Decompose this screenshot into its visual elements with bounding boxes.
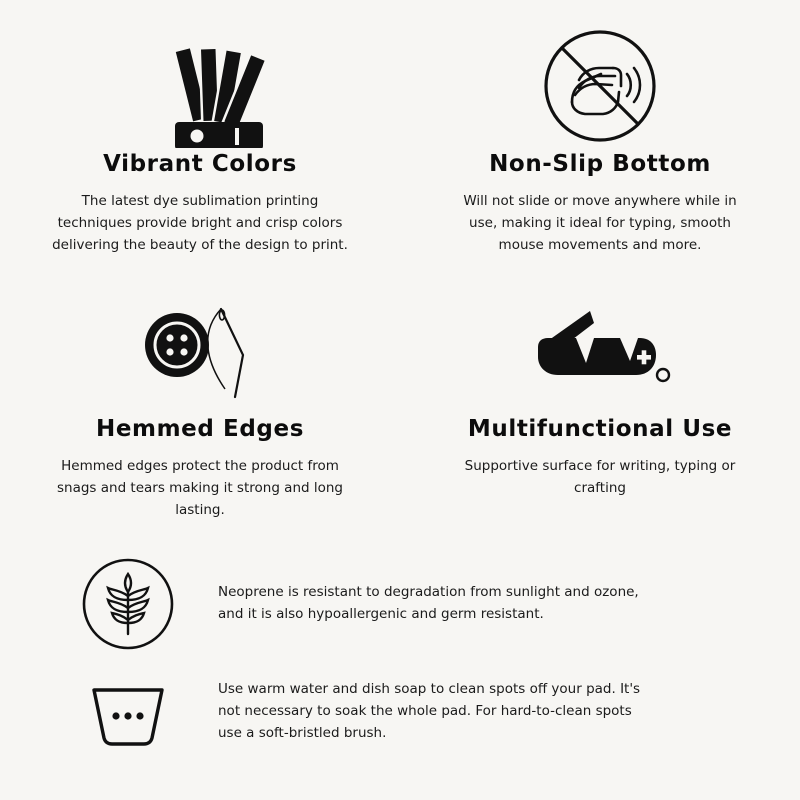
features-grid	[0, 28, 800, 522]
feature-vibrant-colors	[0, 28, 400, 257]
features-row-1	[0, 28, 800, 257]
note-cleaning-instructions	[48, 672, 768, 752]
note-eco-resistance	[48, 556, 768, 652]
feature-hemmed-edges	[0, 293, 400, 522]
note-text: Neoprene is resistant to degradation from sunlight and ozone, and it is also hypoallergenic and germ resistant.	[218, 584, 639, 622]
color-swatches-icon	[135, 28, 265, 148]
feature-description: The latest dye sublimation printing techniques provide bright and crisp colors delivering the beauty of the design to print.	[52, 193, 348, 254]
hand-wash-basin-icon	[48, 672, 208, 752]
feature-description: Hemmed edges protect the product from snags and tears making it strong and long lasting.	[56, 458, 344, 518]
feature-title: Hemmed Edges	[96, 415, 304, 442]
feature-description: Will not slide or move anywhere while in use, making it ideal for typing, smooth mouse movements and more.	[463, 193, 737, 254]
feature-title: Non-Slip Bottom	[489, 151, 711, 177]
feature-multifunctional-use	[400, 293, 800, 522]
features-row-2	[0, 293, 800, 522]
feature-title: Vibrant Colors	[103, 151, 297, 177]
feature-title: Multifunctional Use	[467, 415, 733, 442]
no-slide-hand-icon	[539, 28, 661, 148]
note-text: Use warm water and dish soap to clean spots off your pad. It's not necessary to soak the whole pad. For hard-to-clean spots use a soft-bristled brush.	[218, 681, 641, 741]
eco-leaf-circle-icon	[48, 556, 208, 652]
feature-description: Supportive surface for writing, typing or crafting	[464, 458, 736, 497]
button-and-needle-icon	[125, 293, 275, 413]
swiss-army-knife-icon	[520, 293, 680, 413]
feature-non-slip-bottom	[400, 28, 800, 257]
